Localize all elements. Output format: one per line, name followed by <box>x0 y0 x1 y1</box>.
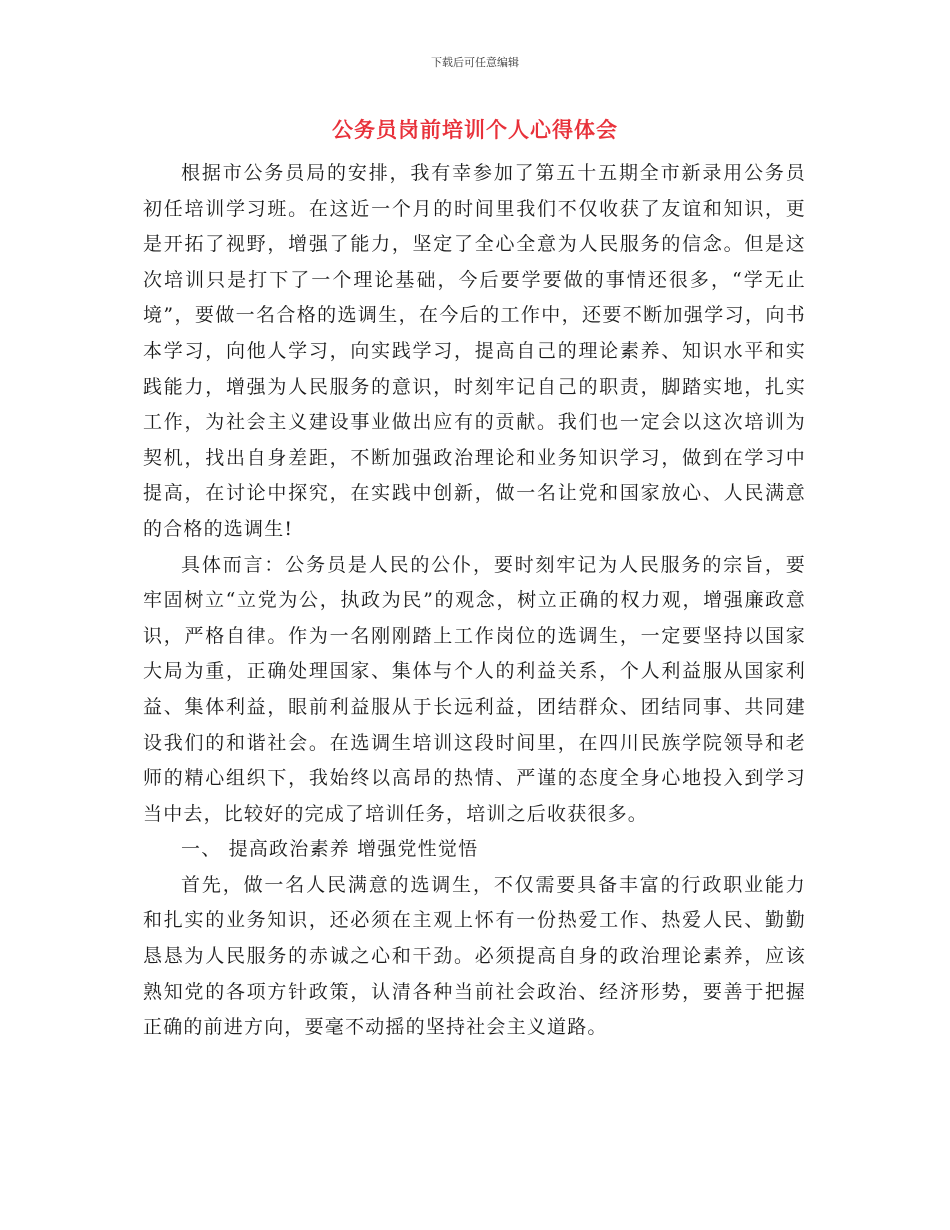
body-paragraph-2: 具体而言：公务员是人民的公仆，要时刻牢记为人民服务的宗旨，要牢固树立“立党为公，执政为民”的观念，树立正确的权力观，增强廉政意识，严格自律。作为一名刚刚踏上工作岗位的选调生，一定要坚持以国家大局为重，正确处理国家、集体与个人的利益关系，个人利益服从国家利益、集体利益，眼前利益服从于长远利益，团结群众、团结同事、共同建设我们的和谐社会。在选调生培训这段时间里，在四川民族学院领导和老师的精心组织下，我始终以高昂的热情、严谨的态度全身心地投入到学习当中去，比较好的完成了培训任务，培训之后收获很多。 <box>143 553 806 825</box>
document-title: 公务员岗前培训个人心得体会 <box>332 118 618 142</box>
page-header-note: 下载后可任意编辑 <box>431 56 519 69</box>
body-paragraph-1: 根据市公务员局的安排，我有幸参加了第五十五期全市新录用公务员初任培训学习班。在这近一个月的时间里我们不仅收获了友谊和知识，更是开拓了视野，增强了能力，坚定了全心全意为人民服务的信念。但是这次培训只是打下了一个理论基础，今后要学要做的事情还很多，“学无止境”，要做一名合格的选调生，在今后的工作中，还要不断加强学习，向书本学习，向他人学习，向实践学习，提高自己的理论素养、知识水平和实践能力，增强为人民服务的意识，时刻牢记自己的职责，脚踏实地，扎实工作，为社会主义建设事业做出应有的贡献。我们也一定会以这次培训为契机，找出自身差距，不断加强政治理论和业务知识学习，做到在学习中提高，在讨论中探究，在实践中创新，做一名让党和国家放心、人民满意的合格的选调生! <box>143 162 806 540</box>
section-paragraph: 首先，做一名人民满意的选调生，不仅需要具备丰富的行政职业能力和扎实的业务知识，还必须在主观上怀有一份热爱工作、热爱人民、勤勤恳恳为人民服务的赤诚之心和干劲。必须提高自身的政治理论素养，应该熟知党的各项方针政策，认清各种当前社会政治、经济形势，要善于把握正确的前进方向，要毫不动摇的坚持社会主义道路。 <box>143 873 806 1039</box>
section-heading: 一、 提高政治素养 增强党性觉悟 <box>181 838 479 861</box>
document-body <box>143 156 806 1046</box>
